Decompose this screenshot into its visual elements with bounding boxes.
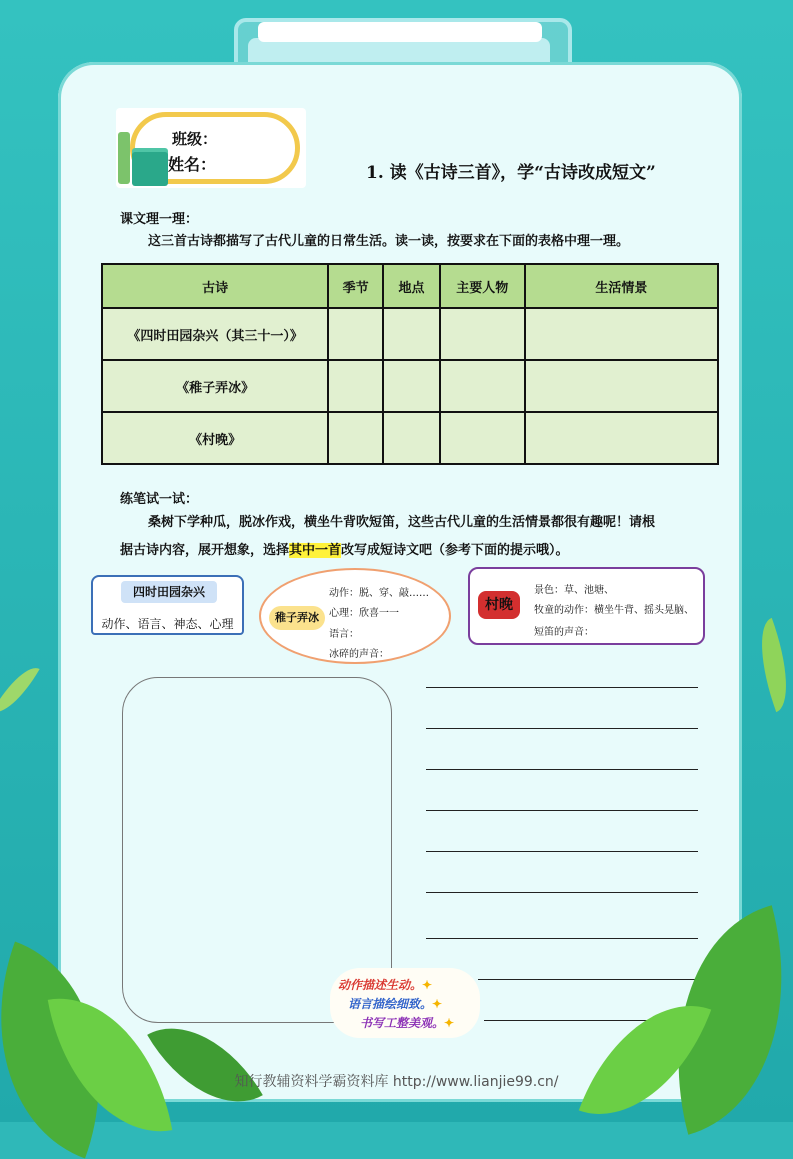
writing-line[interactable] [426,892,698,893]
writing-line[interactable] [484,1020,670,1021]
blank-cell[interactable] [383,360,440,412]
poem-table [101,263,719,465]
writing-line[interactable] [426,769,698,770]
blank-cell[interactable] [328,412,383,464]
hint-tag: 稚子弄冰 [269,606,325,630]
poem-name-cell: 《四时田园杂兴（其三十一）》 [102,308,328,360]
hint-box-zhizi [259,568,451,664]
badge-text: 动作描述生动。 [338,978,423,992]
blank-cell[interactable] [328,360,383,412]
blank-cell[interactable] [440,308,525,360]
blank-cell[interactable] [383,412,440,464]
table-header-cell: 季节 [328,264,383,308]
footer-watermark: 知行教辅资料学霸资料库 http://www.lianjie99.cn/ [234,1074,559,1090]
hint-line: 冰碎的声音： [329,649,389,660]
table-row [102,412,718,464]
table-header-cell: 地点 [383,264,440,308]
hint-text: 动作、语言、神态、心理 [101,617,234,631]
poem-name-cell: 《稚子弄冰》 [102,360,328,412]
blank-cell[interactable] [328,308,383,360]
table-header-cell: 主要人物 [440,264,525,308]
class-label: 班级： [172,130,218,148]
section1-heading: 课文理一理： [120,212,199,227]
highlighted-text: 其中一首 [289,543,342,558]
writing-line[interactable] [426,810,698,811]
table-row [102,308,718,360]
hint-tag: 村晚 [478,591,520,619]
hint-line: 牧童的动作：横坐牛背、摇头晃脑、 [534,605,694,616]
name-label: 姓名： [168,155,217,174]
table-header-cell: 生活情景 [525,264,718,308]
badge-line [360,1014,454,1031]
writing-line[interactable] [426,687,698,688]
star-icon: ✦ [432,997,443,1011]
poem-name-cell: 《村晚》 [102,412,328,464]
hint-line: 短笛的声音： [534,627,594,638]
hint-line: 景色：草、池塘、 [534,585,614,596]
para-text: 据古诗内容，展开想象，选择 [120,543,290,558]
book-icon [132,152,168,186]
hint-line: 动作：脱、穿、敲…… [329,588,429,599]
pen-icon [118,132,130,184]
hint-box-cunwan [468,567,705,645]
hint-tag: 四时田园杂兴 [121,581,217,603]
table-header-cell: 古诗 [102,264,328,308]
section2-para-line1: 桑树下学种瓜，脱冰作戏，横坐牛背吹短笛，这些古代儿童的生活情景都很有趣呢！请根 [148,515,656,530]
badge-line [348,995,442,1012]
blank-cell[interactable] [440,412,525,464]
blank-cell[interactable] [525,412,718,464]
section2-para-line2 [120,537,569,565]
blank-cell[interactable] [383,308,440,360]
badge-text: 语言描绘细致。 [348,997,433,1011]
hint-line: 语言： [329,629,359,640]
star-icon: ✦ [444,1016,455,1030]
writing-line[interactable] [478,979,698,980]
blank-cell[interactable] [525,360,718,412]
table-header-row [102,264,718,308]
blank-cell[interactable] [525,308,718,360]
page-title: 1. 读《古诗三首》，学“古诗改成短文” [366,163,656,183]
badge-text: 书写工整美观。 [360,1016,445,1030]
section2-heading: 练笔试一试： [120,492,199,507]
hint-line: 心理：欣喜一一 [329,608,399,619]
star-icon: ✦ [422,978,433,992]
para-text: 改写成短诗文吧（参考下面的提示哦）。 [341,543,569,558]
writing-line[interactable] [426,938,698,939]
blank-cell[interactable] [440,360,525,412]
writing-line[interactable] [426,728,698,729]
section1-instruction: 这三首古诗都描写了古代儿童的日常生活。读一读，按要求在下面的表格中理一理。 [148,234,630,249]
table-row [102,360,718,412]
tips-badge [330,968,480,1038]
writing-line[interactable] [426,851,698,852]
badge-line [338,976,432,993]
hint-box-sishi [91,575,244,635]
clipboard-clip-bar [258,22,542,42]
